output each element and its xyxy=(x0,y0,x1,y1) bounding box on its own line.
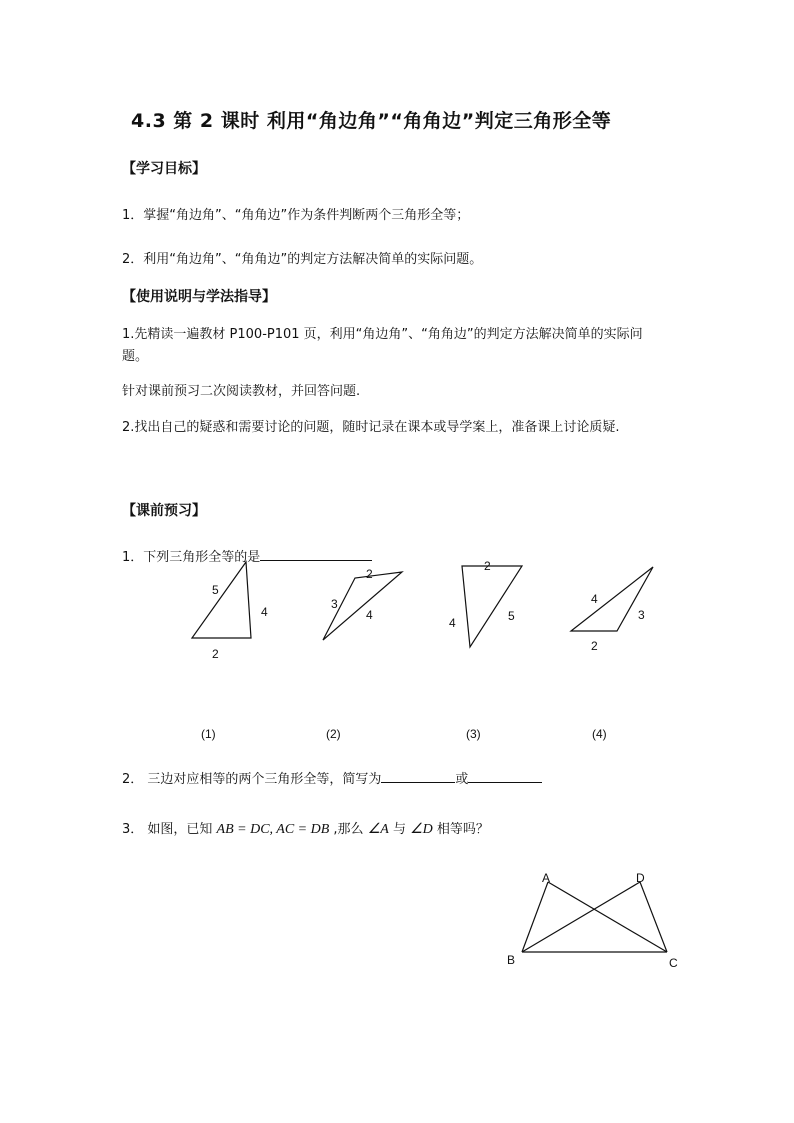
question-2-or: 或 xyxy=(455,772,469,787)
question-3-angle-d: ∠D xyxy=(410,822,433,837)
question-2-text: 2． 三边对应相等的两个三角形全等，简写为 xyxy=(122,772,382,787)
goal-item-1: 1．掌握“角边角”、“角角边”作为条件判断两个三角形全等； xyxy=(122,208,470,223)
guide-heading: 【使用说明与学法指导】 xyxy=(122,289,276,305)
tri3-caption: (3) xyxy=(466,727,481,741)
point-label-a: A xyxy=(542,871,551,885)
segment-ac xyxy=(548,882,667,952)
tri1-side-label: 5 xyxy=(212,583,219,597)
tri1-caption: (1) xyxy=(201,727,216,741)
page-title: 4.3 第 2 课时 利用“角边角”“角角边”判定三角形全等 xyxy=(131,110,612,132)
tri2-side-label: 2 xyxy=(366,567,373,581)
tri4-side-label: 2 xyxy=(591,639,598,653)
tri4-caption: (4) xyxy=(592,727,607,741)
goals-heading: 【学习目标】 xyxy=(122,161,206,177)
tri4-side-label: 3 xyxy=(638,608,645,622)
question-3-with: 与 xyxy=(388,822,411,837)
guide-item-reread: 针对课前预习二次阅读教材，并回答问题. xyxy=(122,384,361,399)
question-3-suffix: 相等吗？ xyxy=(432,822,489,837)
point-label-c: C xyxy=(669,956,678,970)
segment-ab xyxy=(522,882,548,952)
question-1-text: 1．下列三角形全等的是 xyxy=(122,550,261,565)
tri4-side-label: 4 xyxy=(591,592,598,606)
tri3-side-label: 4 xyxy=(449,616,456,630)
tri3-side-label: 2 xyxy=(484,559,491,573)
segment-cd xyxy=(640,882,667,952)
question-3-prefix: 3． 如图，已知 xyxy=(122,822,217,837)
goal-item-2: 2．利用“角边角”、“角角边”的判定方法解决简单的实际问题。 xyxy=(122,252,483,267)
point-label-b: B xyxy=(507,953,516,967)
preview-heading: 【课前预习】 xyxy=(122,503,206,519)
segment-bd xyxy=(522,882,640,952)
tri2-caption: (2) xyxy=(326,727,341,741)
tri2-side-label: 3 xyxy=(331,597,338,611)
question-3-mid: ,那么 xyxy=(329,822,368,837)
guide-item-1: 1.先精读一遍教材 P100-P101 页，利用“角边角”、“角角边”的判定方法解决简单的实际问 xyxy=(122,327,643,342)
tri1-side-label: 2 xyxy=(212,647,219,661)
tri3-side-label: 5 xyxy=(508,609,515,623)
point-label-d: D xyxy=(636,871,645,885)
question-3-condition: AB = DC, AC = DB xyxy=(216,822,330,837)
guide-item-1-cont: 题。 xyxy=(122,349,149,364)
guide-item-2: 2.找出自己的疑惑和需要讨论的问题，随时记录在课本或导学案上，准备课上讨论质疑. xyxy=(122,420,620,435)
tri2-side-label: 4 xyxy=(366,608,373,622)
tri1-side-label: 4 xyxy=(261,605,268,619)
question-3-angle-a: ∠A xyxy=(367,822,389,837)
